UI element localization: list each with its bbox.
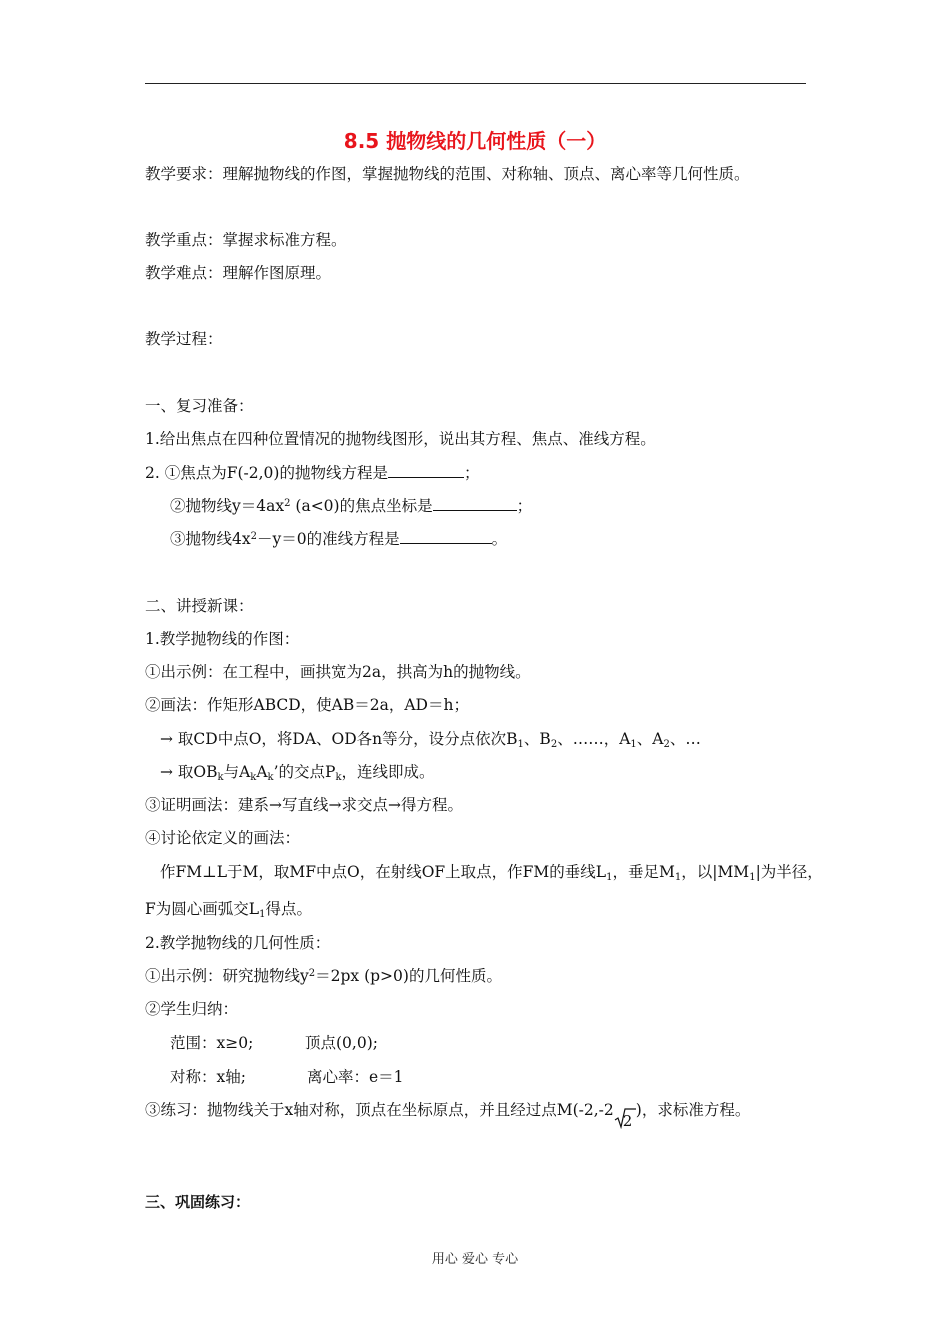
teaching-key-point: 教学重点：掌握求标准方程。 [145,231,347,249]
teaching-process-label: 教学过程： [145,330,223,348]
section-1-definition-method-cont: F为圆心画弧交$L_1$得点。 [145,900,312,920]
section-1-method: ②画法：作矩形ABCD，使AB＝2a，AD＝h； [145,696,469,714]
section-2-heading: 2.教学抛物线的几何性质： [145,934,331,952]
review-item-2b: ②抛物线$y=4ax^2$ (a<0)的焦点坐标是 ； [170,497,533,515]
answer-blank [433,495,517,511]
section-1-discussion: ④讨论依定义的画法： [145,829,301,847]
section-2-exercise: ③练习：抛物线关于x轴对称，顶点在坐标原点，并且经过点M(-2,-2 2 )，求标准方程。 [145,1101,751,1130]
new-lesson-heading: 二、讲授新课： [145,597,254,615]
property-range: 范围：x≥0; [170,1034,254,1052]
property-symmetry: 对称：x轴; [170,1068,246,1086]
square-root-symbol: 2 [614,1107,636,1127]
page-footer: 用心 爱心 专心 [431,1252,519,1267]
section-1-step-2: → 取$OB_k$与$A_kA_k$’的交点$P_k$，连线即成。 [160,763,435,783]
section-1-proof: ③证明画法：建系→写直线→求交点→得方程。 [145,796,463,814]
section-2-example: ①出示例：研究抛物线$y^2=2px$ (p>0)的几何性质。 [145,967,502,985]
section-1-definition-method: 作FM⊥L于M，取MF中点O，在射线OF上取点，作FM的垂线$L_1$，垂足$M_1$，以$|MM_1|$为半径， [160,863,823,883]
teaching-difficulty: 教学难点：理解作图原理。 [145,264,332,282]
section-1-step-1: → 取CD中点O，将DA、OD各n等分，设分点依次$B_1$、$B_2$、……，$A_1$、$A_2$、… [160,730,701,750]
page-title: 8.5 抛物线的几何性质（一） [343,129,607,153]
review-item-2a: 2. ①焦点为F(-2,0)的抛物线方程是 ； [145,464,480,482]
answer-blank [400,528,492,544]
section-1-example: ①出示例：在工程中，画拱宽为2a，拱高为h的抛物线。 [145,663,531,681]
property-eccentricity: 离心率：e＝1 [307,1068,404,1086]
teaching-requirement: 教学要求：理解抛物线的作图，掌握抛物线的范围、对称轴、顶点、离心率等几何性质。 [145,165,750,183]
property-vertex: 顶点(0,0); [305,1034,378,1052]
review-heading: 一、复习准备： [145,397,254,415]
consolidation-heading: 三、巩固练习： [145,1193,251,1211]
review-item-1: 1.给出焦点在四种位置情况的抛物线图形，说出其方程、焦点、准线方程。 [145,430,656,448]
answer-blank [388,462,464,478]
review-item-2c: ③抛物线$4x^2-y=0$的准线方程是 。 [170,530,508,548]
section-2-summary: ②学生归纳： [145,1000,239,1018]
section-1-heading: 1.教学抛物线的作图： [145,630,300,648]
header-rule [145,83,806,84]
